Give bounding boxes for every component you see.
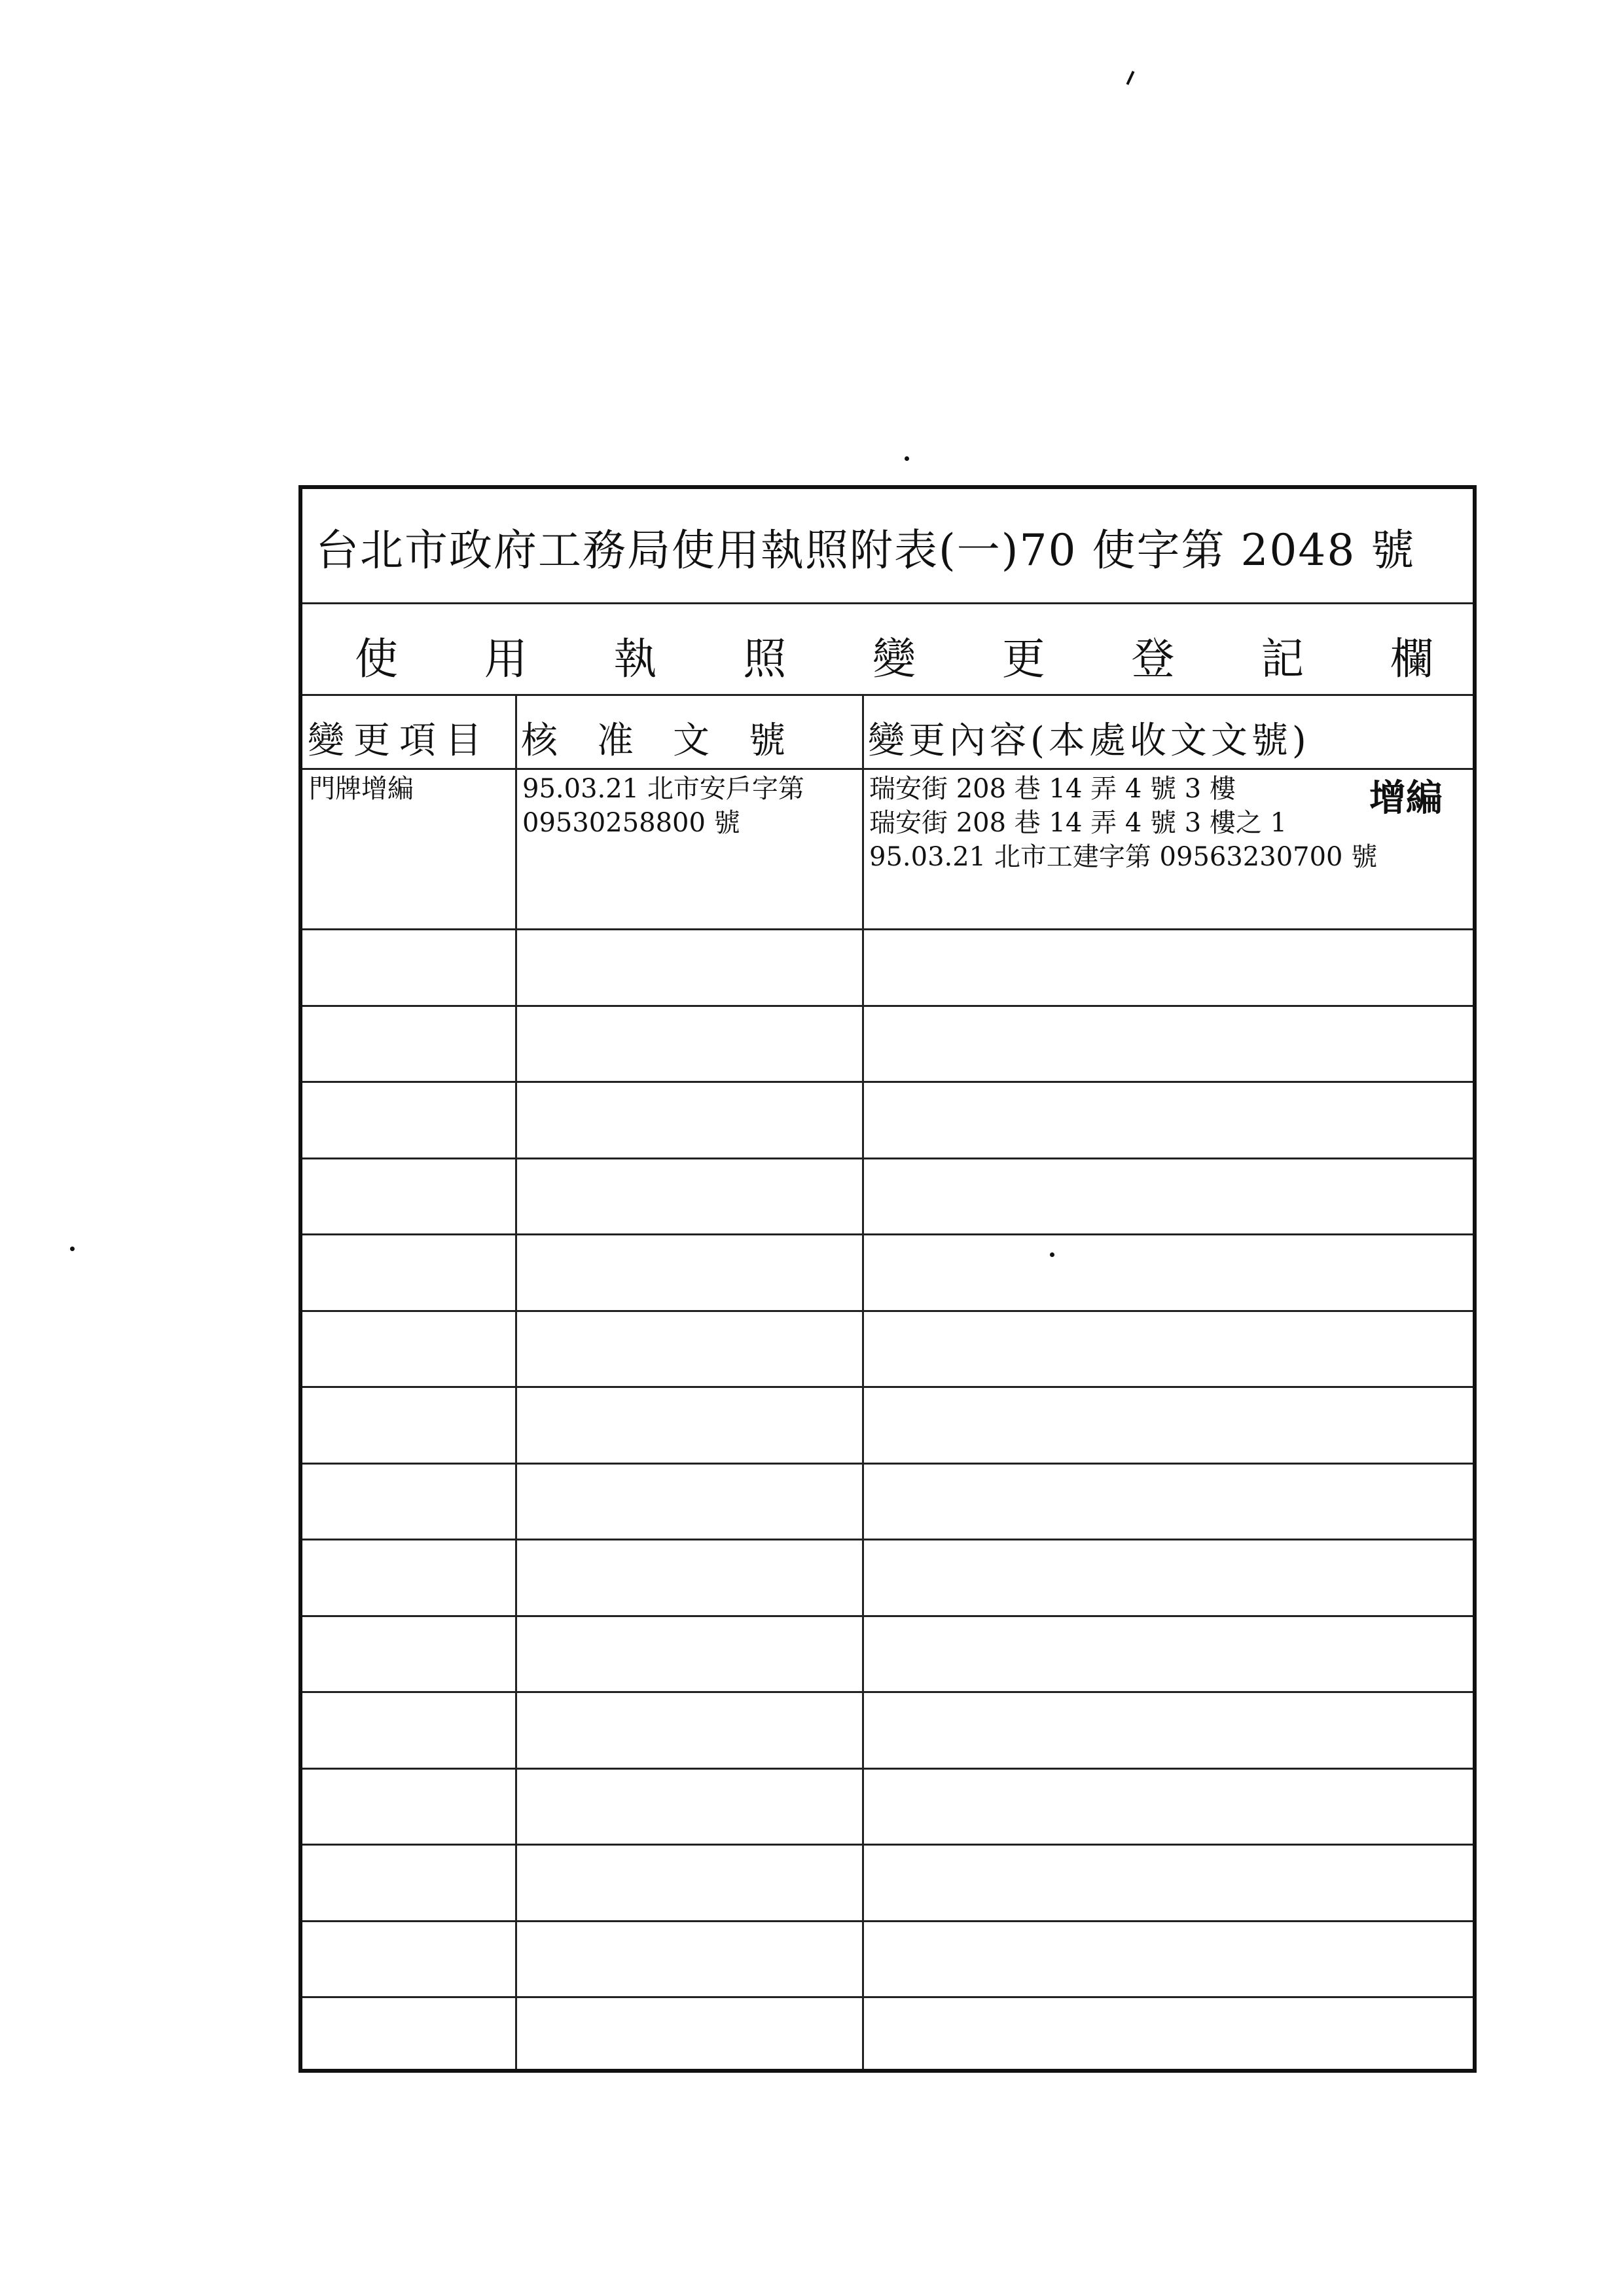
column-header-content: 變更內容(本處收文文號) xyxy=(868,720,1310,762)
change-registration-form xyxy=(298,485,1477,2073)
form-subtitle xyxy=(355,624,1433,686)
column-divider xyxy=(515,696,517,2069)
scan-mark xyxy=(905,456,909,461)
row-divider xyxy=(302,1844,1473,1846)
subtitle-char: 使 xyxy=(355,634,398,684)
subtitle-char: 變 xyxy=(872,634,916,684)
scan-mark xyxy=(1126,71,1135,85)
entry-approval: 95.03.21 北市安戶字第 09530258800 號 xyxy=(522,774,804,838)
row-divider xyxy=(302,1920,1473,1922)
subtitle-char: 用 xyxy=(484,634,528,684)
column-header-item: 變更項目 xyxy=(308,720,491,762)
entry-content: 瑞安街 208 巷 14 弄 4 號 3 樓 瑞安街 208 巷 14 弄 4 號 3 樓之 1 95.03.21 北市工建字第 09563230700 號 xyxy=(869,774,1378,872)
header-divider xyxy=(302,768,1473,770)
subtitle-char: 更 xyxy=(1001,634,1045,684)
form-title: 台北市政府工務局使用執照附表(一)70 使字第 2048 號 xyxy=(315,525,1416,575)
column-header-approval: 核 准 文 號 xyxy=(521,720,787,762)
row-divider xyxy=(302,928,1473,930)
scan-mark xyxy=(70,1247,75,1251)
entry-stamp: 增編 xyxy=(1369,776,1443,820)
entry-item: 門牌增編 xyxy=(309,774,414,804)
change-table xyxy=(302,696,1473,2069)
form-header xyxy=(302,489,1473,604)
row-divider xyxy=(302,1691,1473,1693)
form-subtitle-row xyxy=(302,604,1473,696)
subtitle-char: 照 xyxy=(743,634,787,684)
row-divider xyxy=(302,1996,1473,1998)
row-divider xyxy=(302,1615,1473,1617)
row-divider xyxy=(302,1539,1473,1540)
row-divider xyxy=(302,1768,1473,1770)
row-divider xyxy=(302,1081,1473,1083)
row-divider xyxy=(302,1005,1473,1007)
row-divider xyxy=(302,1157,1473,1159)
row-divider xyxy=(302,1233,1473,1235)
subtitle-char: 記 xyxy=(1261,634,1304,684)
subtitle-char: 欄 xyxy=(1390,634,1433,684)
row-divider xyxy=(302,1386,1473,1388)
column-divider xyxy=(862,696,864,2069)
row-divider xyxy=(302,1310,1473,1312)
row-divider xyxy=(302,1463,1473,1465)
subtitle-char: 執 xyxy=(613,634,657,684)
subtitle-char: 登 xyxy=(1131,634,1175,684)
